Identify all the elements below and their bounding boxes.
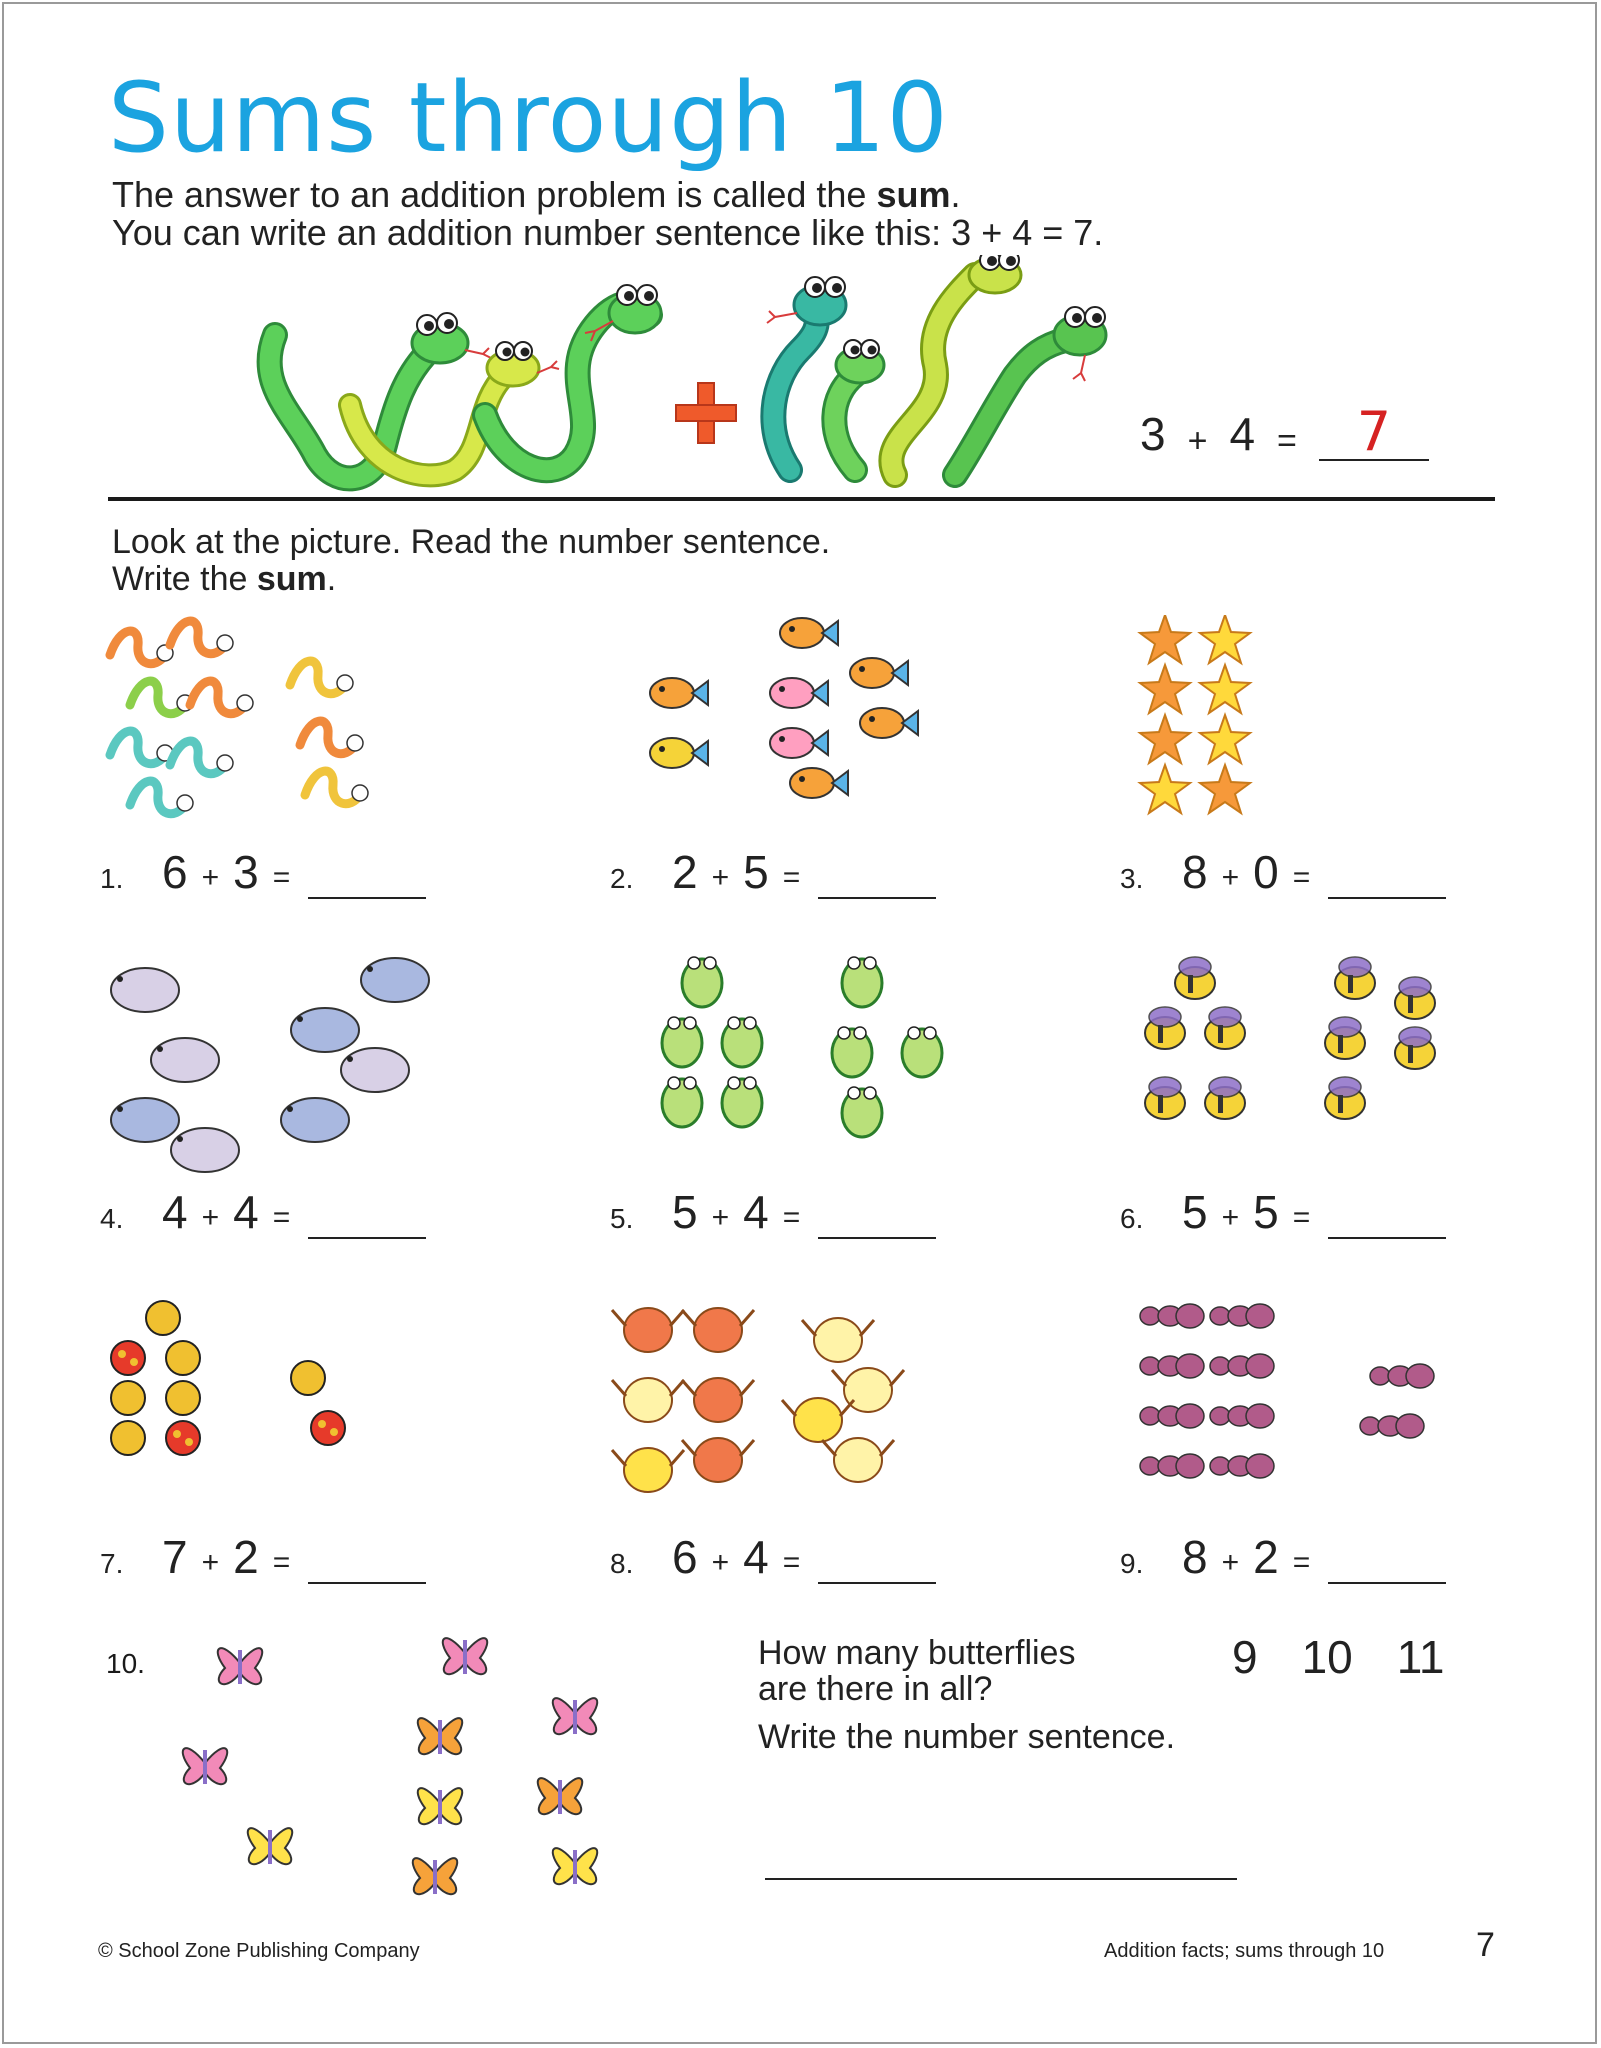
ladybugs-picture [111,1421,145,1455]
equals-sign: = [272,1546,291,1579]
instructions [112,524,830,598]
stars-picture [1200,615,1250,663]
sum-answer-blank[interactable] [1328,1536,1446,1584]
stars-picture [1200,765,1250,813]
problem-number: 3. [1120,863,1144,894]
ladybugs-picture [146,1301,180,1335]
equals-sign: = [272,861,291,894]
sum-answer-blank[interactable] [818,851,936,899]
answer-choices [1232,1630,1445,1684]
problem-number: 6. [1120,1203,1144,1234]
frogs-picture [842,957,882,1007]
stars-picture [1200,715,1250,763]
birds-picture [802,1318,874,1362]
birds-picture [612,1448,684,1492]
frogs-picture [682,957,722,1007]
ants-picture [1370,1364,1434,1388]
snakes-picture [130,681,193,714]
problem-cell [1120,615,1540,915]
stars-picture [1200,665,1250,713]
instructions-period: . [326,560,337,598]
addend-b: 4 [743,1186,769,1238]
snakes-picture [300,721,363,754]
fish-picture [650,678,708,708]
intro-line2: You can write an addition number sentence like this: 3 + 4 = 7. [112,212,1104,253]
problem-number: 8. [610,1548,634,1579]
problem-cell [100,615,520,915]
frogs-picture [662,1077,702,1127]
butterflies-picture [248,1828,292,1864]
addend-a: 6 [162,846,188,898]
stars-picture [1140,765,1190,813]
example-answer: 7 [1319,405,1429,461]
frogs-picture [722,1017,762,1067]
butterfly-question [758,1635,1075,1707]
bees-picture [1205,1007,1245,1049]
butterflies-picture [418,1788,462,1824]
ladybugs-illustration [100,1300,480,1520]
problem-cell [1120,955,1540,1255]
equals-sign: = [782,1201,801,1234]
ants-picture [1210,1404,1274,1428]
snakes-picture [170,621,233,654]
section-divider [108,497,1495,501]
bees-picture [1395,977,1435,1019]
plus-sign: + [711,1546,730,1579]
stars-picture [1140,715,1190,763]
addend-b: 3 [233,846,259,898]
question-line2: are there in all? [758,1670,993,1708]
birds-picture [682,1378,754,1422]
hippos-picture [361,958,429,1002]
butterflies-picture [443,1638,487,1674]
addend-a: 2 [672,846,698,898]
bees-picture [1145,1077,1185,1119]
plus-sign: + [201,1201,220,1234]
hippos-picture [111,1098,179,1142]
sum-answer-blank[interactable] [1328,851,1446,899]
addend-b: 2 [233,1531,259,1583]
ants-picture [1140,1354,1204,1378]
snakes-picture [110,631,173,664]
fish-picture [770,678,828,708]
butterflies-picture [418,1718,462,1754]
plus-sign: + [1221,1201,1240,1234]
bees-picture [1395,1027,1435,1069]
ladybugs-picture [111,1341,145,1375]
plus-sign: + [201,1546,220,1579]
copyright: © School Zone Publishing Company [98,1940,420,1962]
hippos-illustration [100,955,480,1175]
fish-picture [780,618,838,648]
instructions-line2: Write the [112,560,257,598]
plus-sign-graphic [676,383,736,443]
snakes-picture [170,741,233,774]
butterflies-illustration [170,1628,630,1928]
stars-picture [1140,665,1190,713]
birds-picture [832,1368,904,1412]
frogs-picture [722,1077,762,1127]
butterflies-picture [538,1778,582,1814]
problem-cell [100,1300,520,1600]
ants-picture [1210,1454,1274,1478]
problem-number: 9. [1120,1548,1144,1579]
birds-picture [822,1438,894,1482]
addend-a: 8 [1182,846,1208,898]
ladybugs-picture [166,1381,200,1415]
number-sentence [100,1185,426,1239]
fish-illustration [610,615,990,835]
snakes-illustration [100,615,480,835]
birds-picture [612,1308,684,1352]
stars-illustration [1120,615,1500,835]
fish-picture [650,738,708,768]
equals-sign: = [782,861,801,894]
number-sentence [1120,845,1446,899]
addend-a: 7 [162,1531,188,1583]
answer-choice[interactable]: 10 [1301,1631,1353,1683]
butterflies-picture [553,1848,597,1884]
bees-picture [1175,957,1215,999]
ladybugs-picture [166,1421,200,1455]
bees-picture [1205,1077,1245,1119]
birds-picture [782,1398,854,1442]
snakes-picture [130,781,193,814]
addend-a: 5 [672,1186,698,1238]
birds-picture [612,1378,684,1422]
problem-number: 7. [100,1548,124,1579]
problem-cell [610,1300,1030,1600]
page-title: Sums through 10 [108,62,949,174]
number-sentence [610,1185,936,1239]
plus-sign: + [711,1201,730,1234]
problem-number: 4. [100,1203,124,1234]
snakes-picture [110,731,173,764]
frogs-picture [842,1087,882,1137]
bees-illustration [1120,955,1500,1175]
problem-cell [100,955,520,1255]
number-sentence [610,1530,936,1584]
equals-sign: = [782,1546,801,1579]
addend-a: 8 [1182,1531,1208,1583]
intro-line1: The answer to an addition problem is called the [112,174,877,215]
number-sentence [1120,1185,1446,1239]
bees-picture [1325,1077,1365,1119]
ants-picture [1140,1304,1204,1328]
intro-period: . [950,174,961,215]
problem-cell [610,615,1030,915]
equals-sign: = [272,1201,291,1234]
snakes-picture [190,681,253,714]
example-addend-a: 3 [1140,408,1166,460]
number-sentence [1120,1530,1446,1584]
ladybugs-picture [291,1361,325,1395]
equals-sign: = [1292,861,1311,894]
sum-answer-blank[interactable] [1328,1191,1446,1239]
bees-picture [1325,1017,1365,1059]
equals-sign: = [1292,1546,1311,1579]
frogs-picture [902,1027,942,1077]
plus-sign: + [201,861,220,894]
birds-picture [682,1438,754,1482]
bees-picture [1335,957,1375,999]
intro-text [112,176,1103,252]
fish-picture [790,768,848,798]
frogs-picture [832,1027,872,1077]
addend-a: 6 [672,1531,698,1583]
addend-b: 5 [1253,1186,1279,1238]
addend-b: 5 [743,846,769,898]
ants-picture [1140,1404,1204,1428]
addend-b: 4 [743,1531,769,1583]
hippos-picture [281,1098,349,1142]
addend-b: 2 [1253,1531,1279,1583]
sum-answer-blank[interactable] [308,1536,426,1584]
snakes-picture [305,771,368,804]
hippos-picture [151,1038,219,1082]
example-equals: = [1277,422,1297,460]
question-line1: How many butterflies [758,1634,1076,1672]
sum-answer-blank[interactable] [818,1536,936,1584]
instructions-sum-bold: sum [256,560,327,598]
instructions-line1: Look at the picture. Read the number sentence. [112,523,831,561]
sum-answer-blank[interactable] [818,1191,936,1239]
hippos-picture [291,1008,359,1052]
snakes-picture [290,661,353,694]
stars-picture [1140,615,1190,663]
answer-choice[interactable]: 9 [1232,1631,1258,1683]
sum-answer-blank[interactable] [308,1191,426,1239]
example-plus: + [1187,422,1208,460]
number-sentence [100,845,426,899]
addend-a: 5 [1182,1186,1208,1238]
number-sentence-answer-line[interactable] [765,1878,1237,1880]
fish-picture [850,658,908,688]
footer-topic: Addition facts; sums through 10 [1104,1940,1385,1962]
addend-b: 4 [233,1186,259,1238]
intro-sum-bold: sum [876,174,951,215]
plus-sign: + [1221,1546,1240,1579]
problem-number: 2. [610,863,634,894]
plus-sign: + [711,861,730,894]
number-sentence [610,845,936,899]
bees-picture [1145,1007,1185,1049]
frogs-illustration [610,955,990,1175]
butterflies-picture [218,1648,262,1684]
ants-picture [1210,1304,1274,1328]
hippos-picture [171,1128,239,1172]
hippos-picture [341,1048,409,1092]
problem-number: 1. [100,863,124,894]
birds-illustration [610,1300,990,1520]
problem-cell [1120,1300,1540,1600]
fish-picture [860,708,918,738]
write-sentence-prompt: Write the number sentence. [758,1718,1176,1756]
ladybugs-picture [166,1341,200,1375]
ladybugs-picture [111,1381,145,1415]
butterflies-picture [413,1858,457,1894]
problem-cell [610,955,1030,1255]
page-number: 7 [1476,1926,1495,1964]
example-equation [1140,400,1429,463]
ants-illustration [1120,1300,1500,1520]
ladybugs-picture [311,1411,345,1445]
snakes-example-illustration [255,255,1135,500]
addend-a: 4 [162,1186,188,1238]
ants-picture [1140,1454,1204,1478]
fish-picture [770,728,828,758]
equals-sign: = [1292,1201,1311,1234]
example-addend-b: 4 [1229,408,1256,460]
ants-picture [1360,1414,1424,1438]
frogs-picture [662,1017,702,1067]
butterflies-picture [183,1748,227,1784]
ants-picture [1210,1354,1274,1378]
plus-sign: + [1221,861,1240,894]
butterflies-picture [553,1698,597,1734]
sum-answer-blank[interactable] [308,851,426,899]
problem-number: 5. [610,1203,634,1234]
birds-picture [682,1308,754,1352]
addend-b: 0 [1253,846,1279,898]
number-sentence [100,1530,426,1584]
answer-choice[interactable]: 11 [1396,1631,1445,1683]
problem-10-label: 10. [106,1648,145,1679]
hippos-picture [111,968,179,1012]
